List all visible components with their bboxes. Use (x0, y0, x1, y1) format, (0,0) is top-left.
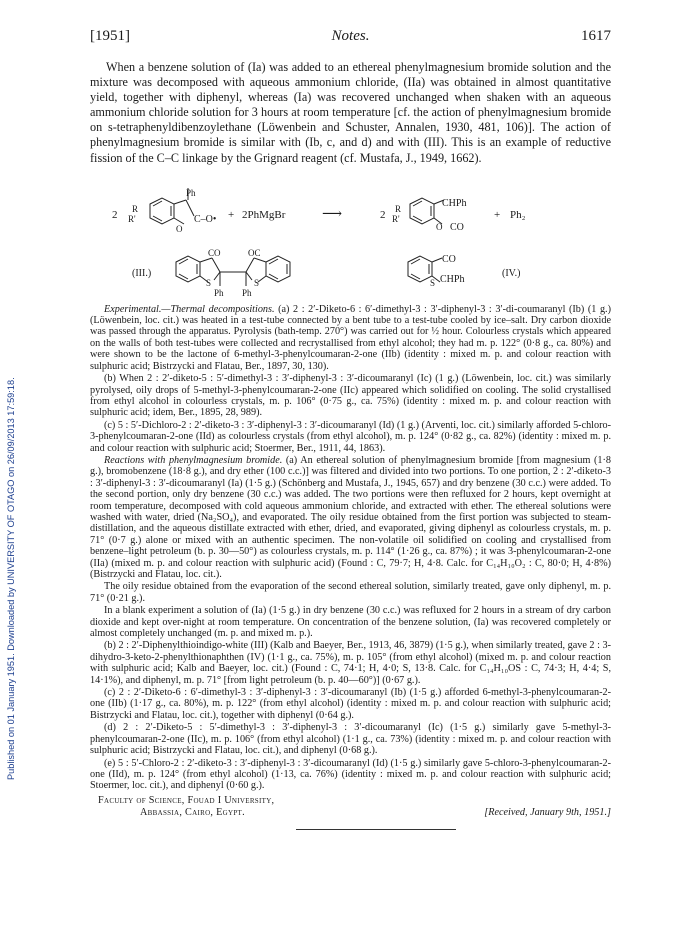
exp-heading: Experimental.—Thermal decompositions. (104, 303, 275, 315)
header-year: [1951] (90, 28, 130, 44)
exp-text: (a) 2 : 2′-Diketo-6 : 6′-dimethyl-3 : 3′-diphenyl-3 : 3′-di-coumaranyl (Ib) (1 g.) (Löwenbein, loc. cit.) was heated in a test-tube connected by a bent tube to a test-tube cooled by ice–salt. Dry carbon dioxide was passed through the apparatus. Pyrolysis (bath-temp. 270°) was carried out for ½ hour. Colourless crystals which appeared on the walls of both test-tubes were collected and recrystallised from ethyl alcohol; they had m. p. 122° (0·8 g., ca. 80%) and were shown to be the lactone of 6-methyl-3-phenylcoumaran-2-one (IIb) (identity : mixed m. p. and colour reaction with sulphuric acid; Bistrzycki and Flatau, Ber., 1897, 30, 130). (90, 303, 611, 372)
exp-paragraph (90, 640, 611, 686)
affiliation-line-2: Abbassia, Cairo, Egypt. (140, 806, 245, 818)
diphenyl-product: Ph₂ (510, 208, 526, 221)
product-oxygen: O (436, 221, 443, 232)
header-section: Notes. (331, 28, 370, 44)
exp-paragraph (90, 581, 611, 604)
carbonyl-right: OC (248, 247, 261, 258)
exp-text: (e) 5 : 5′-Chloro-2 : 2′-diketo-3 : 3′-diphenyl-3 : 3′-dicoumaranyl (Id) (1·5 g.) similarly gave 5-chloro-3-phenylcoumaran-2-one (IId), m. p. 124° (from ethyl alcohol) (1·13, ca. 76%) (identity : mixed m. p. and colour reaction with sulphuric acid; Stoermer, loc. cit.), and diphenyl (0·60 g.). (90, 757, 611, 792)
carbonyl-radical: C–O• (194, 213, 217, 225)
exp-paragraph (90, 687, 611, 721)
reaction-scheme-drawing (90, 168, 611, 298)
header-page-number: 1617 (581, 28, 611, 44)
label-compound-iv: (IV.) (502, 267, 521, 279)
phenyl-right: Ph (242, 287, 252, 298)
download-watermark (6, 160, 20, 780)
exp-paragraph (90, 722, 611, 756)
methine-phenyl-iv: CHPh (440, 273, 465, 285)
plus-sign-2: + (494, 208, 501, 221)
exp-paragraph (90, 420, 611, 454)
exp-paragraph (90, 758, 611, 792)
received-date: [Received, January 9th, 1951.] (484, 806, 611, 818)
sulfur-right: S (254, 277, 260, 288)
exp-text: (b) 2 : 2′-Diphenylthioindigo-white (III) (Kalb and Baeyer, Ber., 1913, 46, 3879) (1·5 g.), when similarly treated, gave 2 : 3-dihydro-3-keto-2-phenylthionaphthen (IV) (1·1 g., ca. 75%), m. p. 105° (from ethyl alcohol) (mixed m. p. and colour reaction with sulphuric acid; Kalb and Baeyer, loc. cit.) (Found : C, 74·1; H, 4·0; S, 13·8. Calc. for C₁₄H₁₀OS : C, 74·3; H, 4·4; S, 14·1%), and diphenyl, m. p. 71° [from light petroleum (b. p. 40—60°)] (0·67 g.). (90, 640, 611, 686)
exp-paragraph (90, 304, 611, 372)
exp-heading: Reactions with phenylmagnesium bromide. (104, 454, 283, 466)
running-header (90, 28, 611, 50)
carbonyl-left: CO (208, 247, 221, 258)
sulfur-iv: S (430, 277, 436, 288)
benzene-ring-left (150, 198, 194, 224)
reaction-arrow: ⟶ (322, 206, 343, 222)
exp-paragraph (90, 605, 611, 639)
phenyl-top: Ph (186, 187, 196, 198)
reaction-scheme (90, 168, 611, 298)
coefficient-right: 2 (380, 208, 386, 221)
phenyl-left: Ph (214, 287, 224, 298)
exp-text: (b) When 2 : 2′-diketo-5 : 5′-dimethyl-3 : 3′-diphenyl-3 : 3′-dicoumaranyl (Ic) (1 g.) (Löwenbein, loc. cit.) was similarly pyrolysed, oily drops of 5-methyl-3-phenylcoumaran-2-one (IIc) appeared which solidified on cooling. The solid crystallised from ethyl alcohol in colourless crystals, m. p. 106° (0·75 g., ca. 75%) (identity : mixed m. p. and colour reaction with sulphuric acid; idem, Ber., 1895, 28, 989). (90, 373, 611, 419)
download-notice: Published on 01 January 1951. Downloaded by UNIVERSITY OF OTAGO on 26/09/2013 17:59:18. (6, 377, 16, 780)
exp-paragraph (90, 455, 611, 580)
grignard-reagent: 2PhMgBr (242, 208, 286, 221)
thionaphthenone-structure (408, 256, 442, 282)
carbonyl-iv: CO (442, 253, 456, 265)
exp-text: (a) An ethereal solution of phenylmagnesium bromide [from magnesium (1·8 g.), bromobenzene (18·8 g.), and dry ether (100 c.c.)] was filtered and divided into two portions. To one portion, 2 : 2′-diketo-3 : 3′-diphenyl-3 : 3′-dicoumaranyl (Ia) (1·5 g.) (Schönberg and Mustafa, J., 1945, 657) and dry benzene (30 c.c.) were added. To the second portion, only dry benzene (30 c.c.) was added. The two portions were then refluxed for 2 hours, kept overnight at room temperature, decomposed with cold aqueous ammonium chloride, and extracted with ether. The ethereal solutions were washed with water, dried (Na₂SO₄), and evaporated. The oily residue obtained from the first portion was subjected to steam-distillation, and the aqueous distillate extracted with ether, dried, and evaporated, giving diphenyl as colourless crystals, m. p. 71° (0·7 g.) alone or mixed with an authentic specimen. The non-volatile oil solidified on cooling and crystallised from benzene–light petroleum (b. p. 30—50°) as colourless crystals, m. p. 114° (1·26 g., ca. 87%) ; it was 3-phenylcoumaran-2-one (IIa) (mixed m. p. and colour reaction with sulphuric acid) (Found : C, 79·7; H, 4·8. Calc. for C₁₄H₁₀O₂ : C, 80·0; H, 4·8%) (Bistrzycki and Flatau, loc. cit.). (90, 454, 611, 580)
exp-paragraph (90, 373, 611, 419)
label-compound-iii: (III.) (132, 267, 152, 279)
exp-text: (c) 5 : 5′-Dichloro-2 : 2′-diketo-3 : 3′-diphenyl-3 : 3′-dicoumaranyl (Id) (1 g.) (Arventi, loc. cit.) similarly afforded 5-chloro-3-phenylcoumaran-2-one (IId) as colourless crystals (from ethyl alcohol), m. p. 124° (0·82 g., ca. 82%) (identity : mixed m. p. and colour reaction with sulphuric acid; Stoermer, Ber., 1911, 44, 1863). (90, 419, 611, 454)
plus-sign-1: + (228, 208, 235, 221)
sulfur-left: S (206, 277, 212, 288)
substituent-r-prime-product: R' (392, 213, 400, 224)
coefficient-left: 2 (112, 208, 118, 221)
affiliation-block (90, 795, 611, 825)
intro-paragraph: When a benzene solution of (Ia) was added to an ethereal phenylmagnesium bromide solution and the mixture was decomposed with aqueous ammonium chloride, (IIa) was obtained in almost quantitative yield, together with diphenyl, whereas (Ia) was recovered unchanged when shaken with an aqueous ammonium chloride solution for 3 hours at room temperature [cf. the action of phenylmagnesium bromide on s-tetraphenyldibenzoylethane (Löwenbein and Schuster, Annalen, 1930, 481, 106)]. The action of phenylmagnesium bromide is similar with (Ib, c, and d) and with (III). This is an example of reductive fission of the C–C linkage by the Grignard reagent (cf. Mustafa, J., 1949, 1662). (90, 60, 611, 165)
product-carbonyl: CO (450, 221, 464, 233)
exp-text: (d) 2 : 2′-Diketo-5 : 5′-dimethyl-3 : 3′-diphenyl-3 : 3′-dicoumaranyl (Ic) (1·5 g.) similarly gave 5-methyl-3-phenylcoumaran-2-one (IIc), m. p. 106° (from ethyl alcohol) (1·1 g., ca. 73%) (identity : mixed m. p. and colour reaction with sulphuric acid; Bistrzycki and Flatau, loc. cit.), and diphenyl (0·68 g.). (90, 722, 611, 757)
exp-text: (c) 2 : 2′-Diketo-6 : 6′-dimethyl-3 : 3′-diphenyl-3 : 3′-dicoumaranyl (Ib) (1·5 g.) afforded 6-methyl-3-phenylcoumaran-2-one (IIb) (1·17 g., ca. 80%), m. p. 122° (from ethyl alcohol) (identity : mixed m. p. and colour reaction with sulphuric acid; Bistrzycki and Flatau, loc. cit.), together with diphenyl (0·64 g.). (90, 687, 611, 721)
end-rule (296, 829, 456, 830)
affiliation-line-1: Faculty of Science, Fouad I University, (98, 794, 275, 806)
substituent-r: R (132, 203, 139, 214)
methine-phenyl: CHPh (442, 197, 467, 209)
exp-text: In a blank experiment a solution of (Ia) (1·5 g.) in dry benzene (30 c.c.) was refluxed for 2 hours in a stream of dry carbon dioxide and kept over-night at room temperature. On concentration of the benzene solution, (Ia) was recovered completely or almost completely unchanged (m. p. and mixed m. p.). (90, 605, 611, 640)
experimental-section (90, 304, 611, 792)
substituent-r-prime: R' (128, 213, 136, 224)
thioindigo-white-structure (176, 256, 290, 286)
substituent-r-product: R (395, 203, 402, 214)
article-body (90, 60, 611, 825)
exp-text: The oily residue obtained from the evaporation of the second ethereal solution, similarly treated, gave only diphenyl, m. p. 71° (0·21 g.). (90, 581, 611, 604)
benzene-ring-product (410, 198, 444, 224)
ring-oxygen: O (176, 223, 183, 234)
